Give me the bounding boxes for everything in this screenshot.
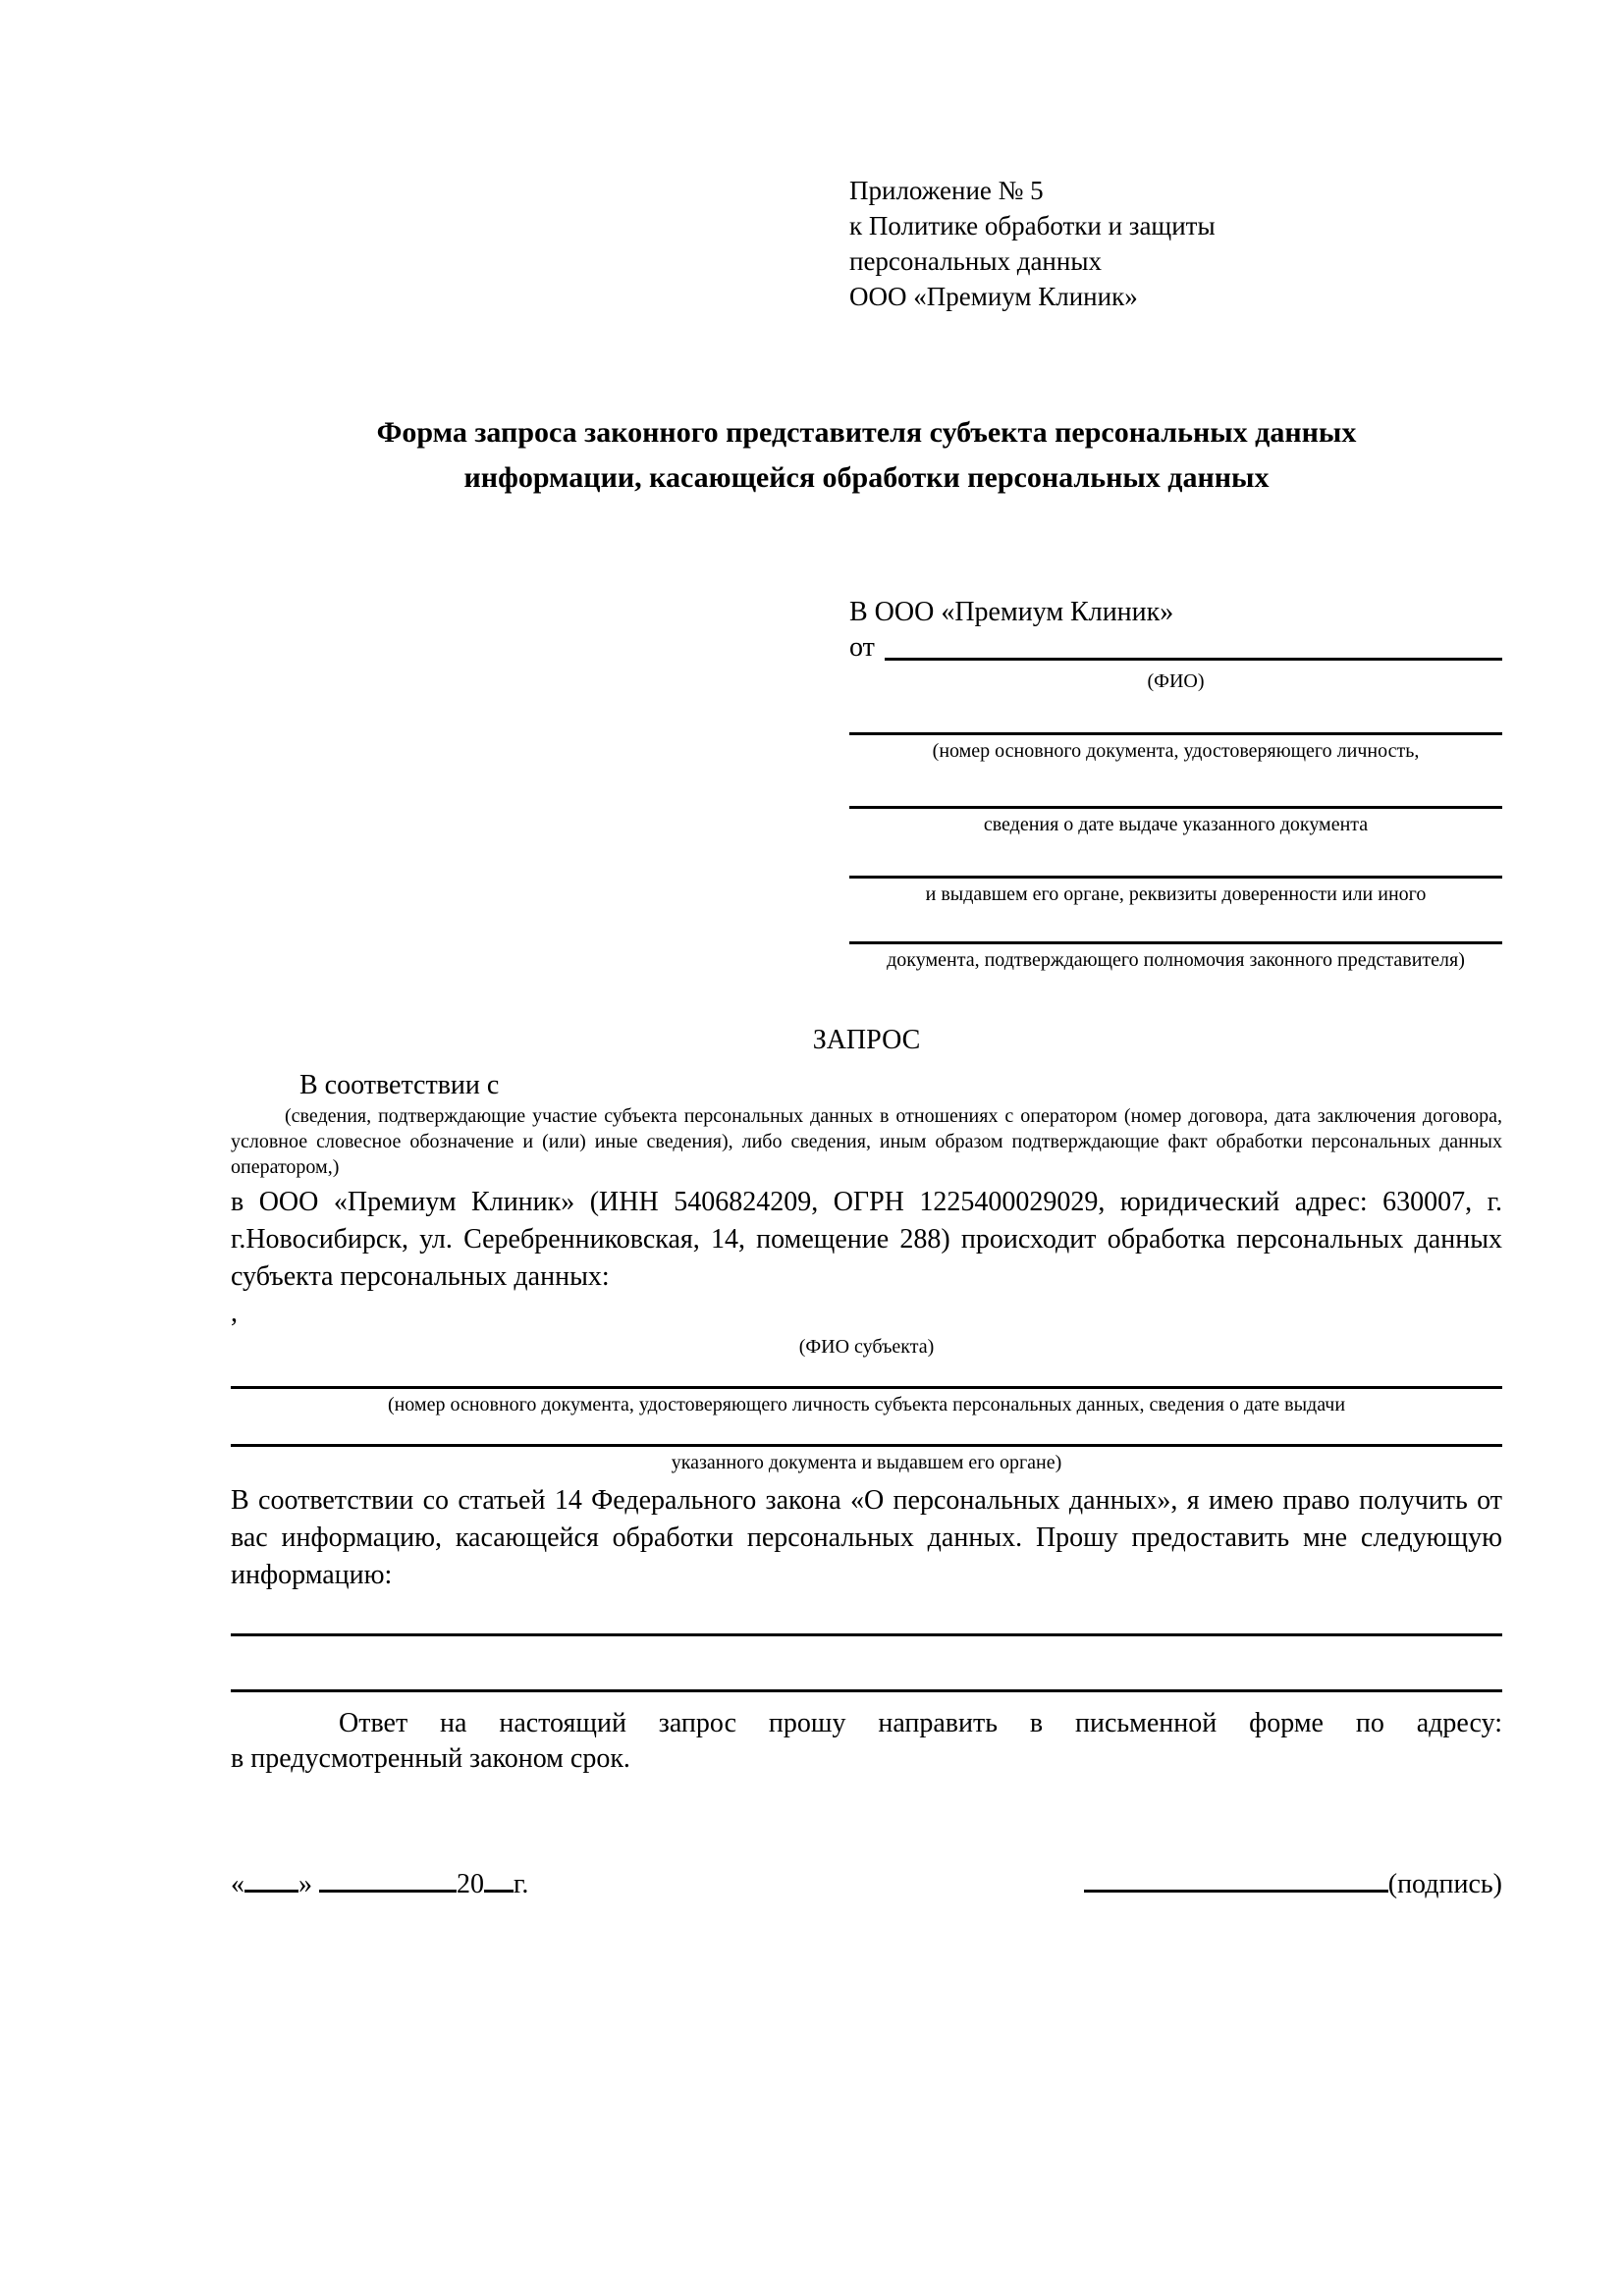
answer-suffix: в предусмотренный законом срок. — [231, 1743, 630, 1774]
appendix-note — [849, 0, 1502, 314]
intro-label: В соответствии с — [299, 1070, 500, 1100]
document-content — [231, 0, 1502, 1902]
blank-month — [319, 1868, 457, 1893]
signature-field — [1084, 1867, 1502, 1902]
blank-line-requested-info-2 — [231, 1689, 1502, 1692]
operator-paragraph: в ООО «Премиум Клиник» (ИНН 5406824209, ОГРН 1225400029029, юридический адрес: 630007, г. г.Новосибирск, ул. Серебренниковская, 14, помещение 288) происходит обработка персональных данных субъекта персональных данных: — [231, 1187, 1502, 1292]
blank-line-issuing-authority — [849, 876, 1502, 879]
request-heading: ЗАПРОС — [812, 1025, 921, 1055]
issuing-authority-caption: и выдавшем его органе, реквизиты доверенности или иного — [925, 883, 1427, 905]
subject-document-caption-1: (номер основного документа, удостоверяющего личность субъекта персональных данных, сведения о дате выдачи — [387, 1394, 1346, 1415]
signature-row — [231, 1867, 1502, 1902]
document-number-caption: (номер основного документа, удостоверяющего личность, — [932, 740, 1420, 762]
relation-details-caption: (сведения, подтверждающие участие субъекта персональных данных в отношениях с оператором (номер договора, дата заключения договора, условное словесное обозначение и (или) иные сведения), либо сведения, иным образом подтверждающие факт обработки персональных данных оператором,) — [231, 1105, 1502, 1178]
authority-document-caption: документа, подтверждающего полномочия законного представителя) — [887, 949, 1465, 971]
blank-signature — [1084, 1868, 1388, 1893]
issue-date-caption: сведения о дате выдаче указанного документа — [983, 814, 1369, 835]
answer-address-row — [231, 1741, 1502, 1777]
subject-fio-caption: (ФИО субъекта) — [798, 1336, 935, 1358]
document-title-line: информации, касающейся обработки персональных данных — [463, 461, 1270, 494]
date-field — [231, 1867, 528, 1902]
blank-line-issue-date — [849, 806, 1502, 809]
intro-row — [231, 1068, 1502, 1103]
subject-document-caption-2: указанного документа и выдавшем его органе) — [671, 1452, 1062, 1473]
addressee-to: В ООО «Премиум Клиник» — [849, 597, 1174, 627]
blank-day — [244, 1868, 298, 1893]
from-row — [849, 630, 1502, 666]
from-label: от — [849, 632, 875, 663]
document-title — [231, 410, 1502, 501]
blank-line-requested-info-1 — [231, 1633, 1502, 1636]
appendix-line: к Политике обработки и защиты — [849, 211, 1216, 240]
blank-line-subject-document-2 — [231, 1444, 1502, 1447]
blank-line-subject-document — [231, 1386, 1502, 1389]
signature-caption: (подпись) — [1387, 1869, 1502, 1899]
blank-line-document-number — [849, 732, 1502, 735]
blank-line-authority-document — [849, 941, 1502, 944]
date-open-quote: « — [231, 1869, 244, 1899]
appendix-line: ООО «Премиум Клиник» — [849, 282, 1138, 311]
law-paragraph: В соответствии со статьей 14 Федерального закона «О персональных данных», я имею право получить от вас информацию, касающейся обработки персональных данных. Прошу предоставить мне следующую информацию: — [231, 1485, 1502, 1590]
year-suffix: г. — [514, 1869, 529, 1899]
answer-paragraph: Ответ на настоящий запрос прошу направить в письменной форме по адресу: — [339, 1708, 1502, 1738]
appendix-line: Приложение № 5 — [849, 176, 1044, 205]
addressee-block — [849, 595, 1502, 972]
appendix-line: персональных данных — [849, 246, 1102, 276]
subject-fio-row — [231, 1296, 1502, 1331]
comma: , — [231, 1298, 238, 1328]
date-close-quote: » — [298, 1869, 312, 1899]
fio-caption: (ФИО) — [1147, 670, 1205, 692]
year-prefix: 20 — [457, 1869, 484, 1899]
document-title-line: Форма запроса законного представителя субъекта персональных данных — [376, 416, 1357, 449]
blank-year — [484, 1868, 514, 1893]
blank-line-fio — [885, 630, 1502, 661]
